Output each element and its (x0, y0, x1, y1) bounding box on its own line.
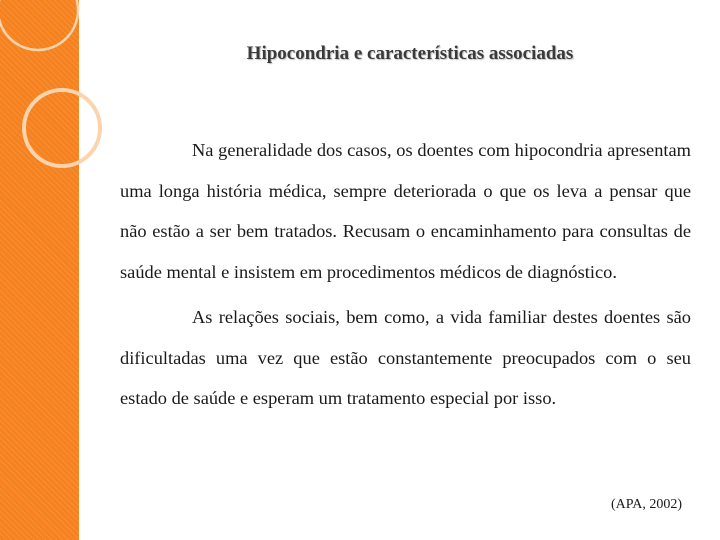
citation: (APA, 2002) (610, 497, 682, 512)
decorative-circles (0, 0, 120, 190)
slide-body (120, 130, 691, 424)
decorative-ring-small (24, 90, 100, 166)
slide-title: Hipocondria e características associadas (246, 43, 574, 64)
paragraph-social-relations: As relações sociais, bem como, a vida familiar destes doentes são dificultadas uma vez que estão constantemente preocupados com o seu estado de saúde e esperam um tratamento especial por isso. (120, 307, 691, 408)
paragraph-hypochondria-history: Na generalidade dos casos, os doentes com hipocondria apresentam uma longa história médica, sempre deteriorada o que os leva a pensar que não estão a ser bem tratados. Recusam o encaminhamento para consultas de saúde mental e insistem em procedimentos médicos de diagnóstico. (120, 140, 691, 282)
decorative-ring-large (0, 0, 78, 50)
